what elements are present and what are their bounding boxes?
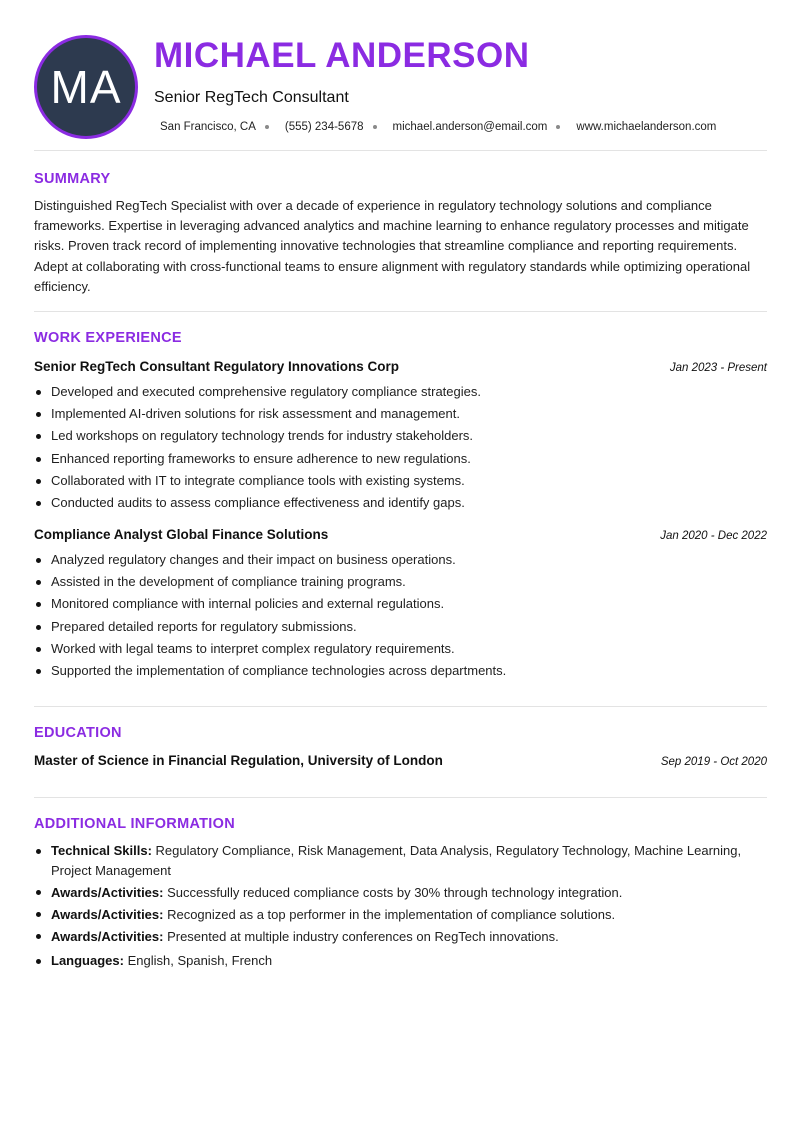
contact-location: San Francisco, CA [160,121,256,133]
list-item: Prepared detailed reports for regulatory submissions. [34,616,767,638]
divider [34,150,767,151]
divider [34,311,767,312]
separator-dot-icon [265,125,269,129]
list-item: Assisted in the development of compliance training programs. [34,571,767,593]
list-item: Conducted audits to assess compliance effectiveness and identify gaps. [34,492,767,514]
item-text: Successfully reduced compliance costs by 30% through technology integration. [163,884,623,900]
list-item: Analyzed regulatory changes and their impact on business operations. [34,549,767,571]
list-item [34,927,767,947]
degree: Master of Science in Financial Regulation, University of London [34,753,443,768]
item-text: Presented at multiple industry conferences on RegTech innovations. [163,928,559,944]
list-item: Collaborated with IT to integrate compliance tools with existing systems. [34,470,767,492]
summary-heading: SUMMARY [34,171,111,187]
item-label: Awards/Activities: [51,928,164,944]
list-item: Implemented AI-driven solutions for risk assessment and management. [34,403,767,425]
avatar-initials: MA [50,61,122,113]
list-item: Developed and executed comprehensive regulatory compliance strategies. [34,381,767,403]
item-text: Recognized as a top performer in the implementation of compliance solutions. [163,906,616,922]
separator-dot-icon [373,125,377,129]
item-label: Awards/Activities: [51,906,164,922]
separator-dot-icon [556,125,560,129]
job-header [34,527,767,542]
item-label: Technical Skills: [51,843,152,858]
job-header [34,359,767,374]
candidate-name: MICHAEL ANDERSON [154,36,530,75]
job-bullets [34,381,767,514]
item-text: Regulatory Compliance, Risk Management, Data Analysis, Regulatory Technology, Machine Learning, Project Management [51,843,742,878]
job-bullets [34,549,767,682]
avatar [34,35,138,139]
item-text: English, Spanish, French [123,953,273,969]
list-item [34,841,767,880]
list-item: Worked with legal teams to interpret complex regulatory requirements. [34,638,767,660]
additional-info-list [34,841,767,973]
candidate-role: Senior RegTech Consultant [154,89,349,106]
job-title: Senior RegTech Consultant Regulatory Innovations Corp [34,359,400,374]
list-item: Enhanced reporting frameworks to ensure adherence to new regulations. [34,448,767,470]
education-entry [34,753,767,768]
list-item: Led workshops on regulatory technology trends for industry stakeholders. [34,425,767,447]
list-item [34,905,767,925]
additional-info-heading: ADDITIONAL INFORMATION [34,816,235,832]
item-label: Awards/Activities: [51,884,164,900]
work-experience-heading: WORK EXPERIENCE [34,330,182,346]
list-item: Supported the implementation of compliance technologies across departments. [34,660,767,682]
job-dates: Jan 2023 - Present [669,362,767,374]
contact-email[interactable]: michael.anderson@email.com [392,121,548,133]
divider [34,706,767,707]
divider [34,797,767,798]
education-dates: Sep 2019 - Oct 2020 [660,756,767,768]
item-label: Languages: [51,953,124,969]
contact-line [160,121,716,133]
list-item: Monitored compliance with internal policies and external regulations. [34,593,767,615]
summary-text: Distinguished RegTech Specialist with over a decade of experience in regulatory technology solutions and compliance frameworks. Expertise in leveraging advanced analytics and machine learning to enhance regulatory processes and mitigate risks. Proven track record of implementing innovative technologies that streamline compliance and reporting requirements. Adept at collaborating with cross-functional teams to ensure alignment with regulatory standards while optimizing operational efficiency. [34,198,751,294]
education-heading: EDUCATION [34,725,122,741]
list-item [34,883,767,903]
job-dates: Jan 2020 - Dec 2022 [660,530,767,542]
list-item [34,951,767,971]
contact-phone: (555) 234-5678 [284,121,364,133]
contact-website[interactable]: www.michaelanderson.com [576,121,717,133]
job-title: Compliance Analyst Global Finance Solutions [34,527,329,542]
